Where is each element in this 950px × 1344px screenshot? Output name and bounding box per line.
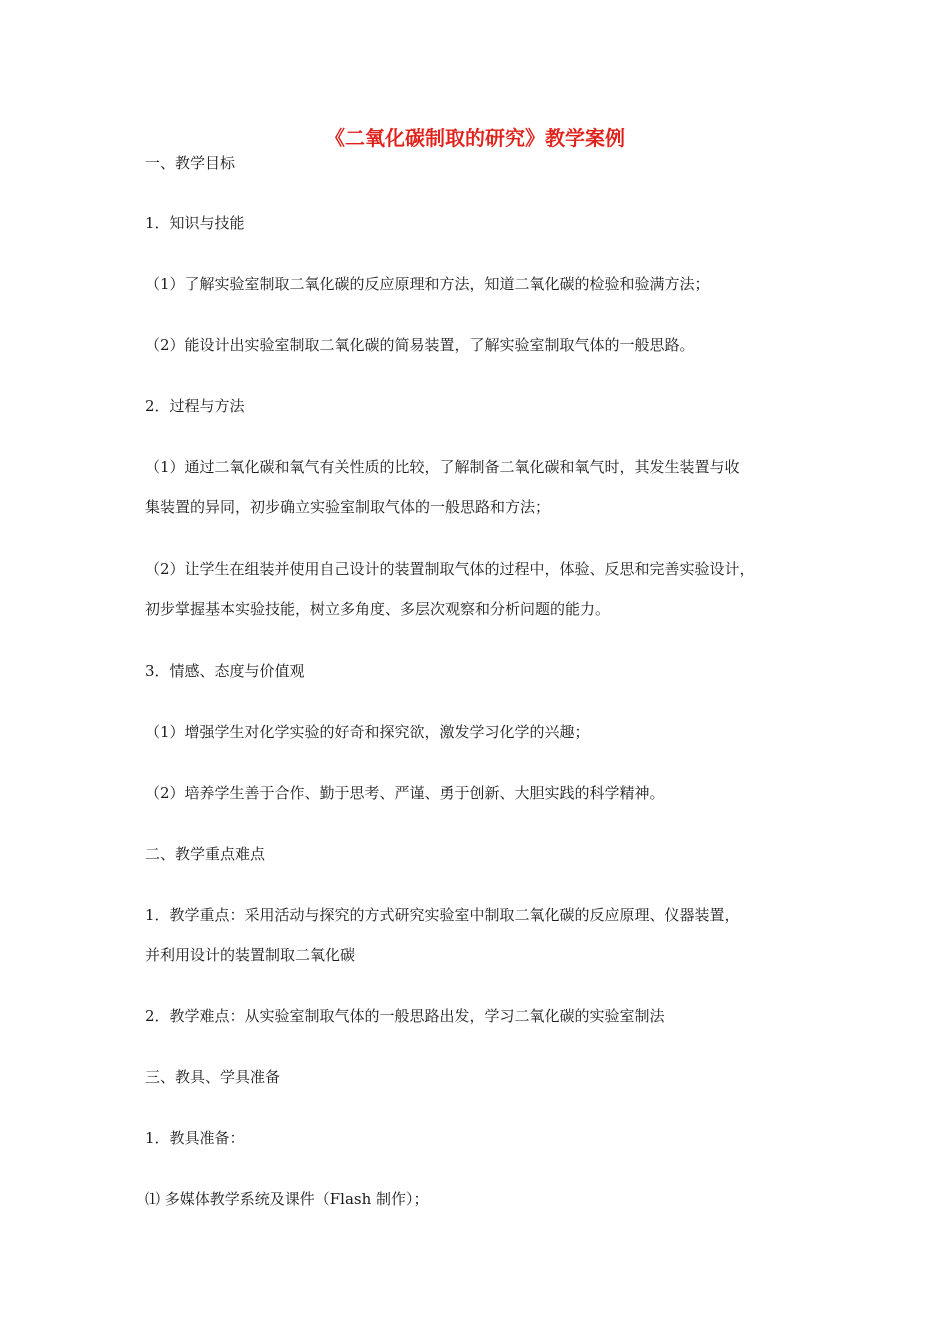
paragraph-line: 2．教学难点：从实验室制取气体的一般思路出发，学习二氧化碳的实验室制法 (145, 1007, 665, 1025)
paragraph-line: 1．教学重点：采用活动与探究的方式研究实验室中制取二氧化碳的反应原理、仪器装置， (145, 906, 740, 924)
paragraph-line: 集装置的异同，初步确立实验室制取气体的一般思路和方法； (145, 498, 551, 516)
subsection-heading: 2．过程与方法 (145, 397, 245, 415)
paragraph-line: （1）增强学生对化学实验的好奇和探究欲，激发学习化学的兴趣； (145, 723, 590, 741)
paragraph-line: （1）通过二氧化碳和氧气有关性质的比较，了解制备二氧化碳和氧气时，其发生装置与收 (145, 458, 740, 476)
paragraph-line: 初步掌握基本实验技能，树立多角度、多层次观察和分析问题的能力。 (145, 600, 611, 618)
paragraph-line: ⑴ 多媒体教学系统及课件（Flash 制作）； (145, 1190, 429, 1208)
paragraph-line: （2）培养学生善于合作、勤于思考、严谨、勇于创新、大胆实践的科学精神。 (145, 784, 665, 802)
subsection-heading: 3．情感、态度与价值观 (145, 662, 305, 680)
paragraph-line: （2）能设计出实验室制取二氧化碳的简易装置，了解实验室制取气体的一般思路。 (145, 336, 695, 354)
paragraph-line: （2）让学生在组装并使用自己设计的装置制取气体的过程中，体验、反思和完善实验设计， (145, 560, 755, 578)
section-heading: 三、教具、学具准备 (145, 1068, 281, 1086)
subsection-heading: 1．教具准备： (145, 1129, 245, 1147)
document-title: 《二氧化碳制取的研究》教学案例 (325, 126, 625, 150)
subsection-heading: 1．知识与技能 (145, 214, 245, 232)
section-heading: 一、教学目标 (145, 154, 236, 172)
paragraph-line: （1）了解实验室制取二氧化碳的反应原理和方法，知道二氧化碳的检验和验满方法； (145, 275, 710, 293)
section-heading: 二、教学重点难点 (145, 845, 266, 863)
paragraph-line: 并利用设计的装置制取二氧化碳 (145, 946, 356, 964)
